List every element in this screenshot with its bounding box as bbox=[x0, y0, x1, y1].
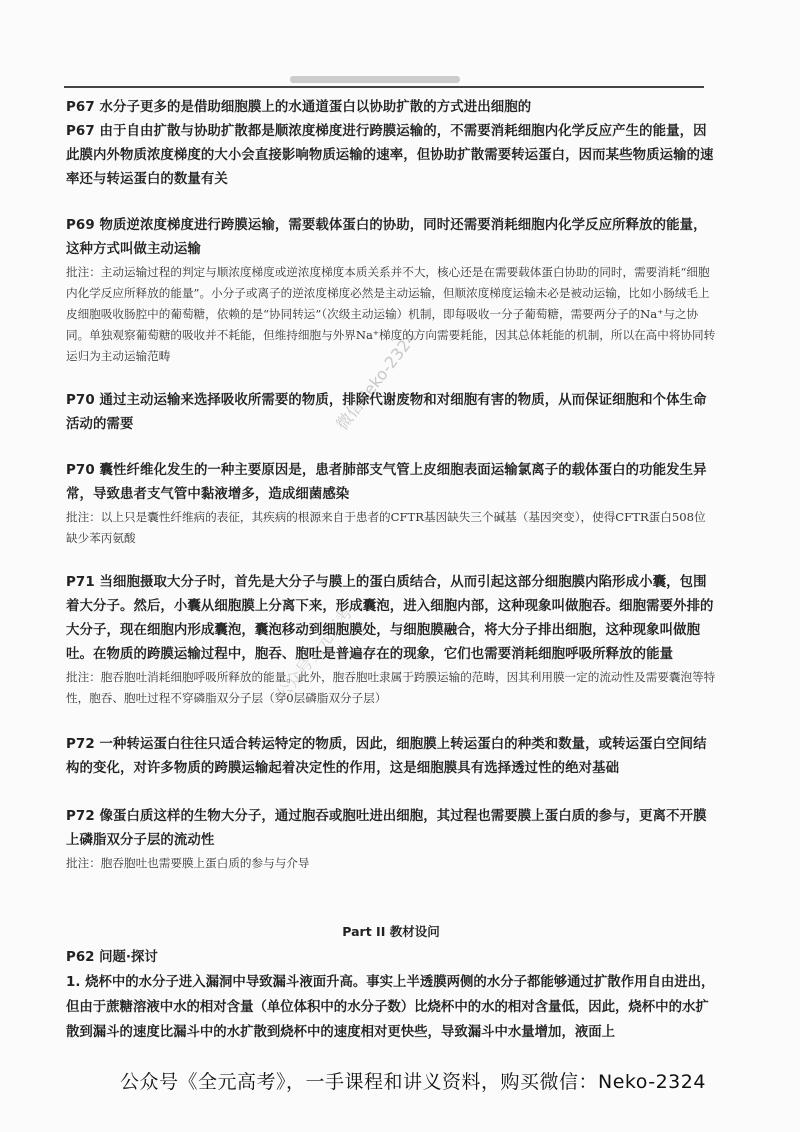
block-p69 bbox=[66, 214, 716, 367]
block-p71-note: 批注：胞吞胞吐消耗细胞呼吸所释放的能量。此外，胞吞胞吐隶属于跨膜运输的范畴，因其利用膜一定的流动性及需要囊泡等特性，胞吞、胞吐过程不穿磷脂双分子层（穿0层磷脂双分子层） bbox=[66, 670, 716, 705]
block-p67-b: P67 由于自由扩散与协助扩散都是顺浓度梯度进行跨膜运输的，不需要消耗细胞内化学反应产生的能量，因此膜内外物质浓度梯度的大小会直接影响物质运输的速率，但协助扩散需要转运蛋白，因而某些物质运输的速率还与转运蛋白的数量有关 bbox=[66, 124, 714, 187]
watermark-secondary: 公众号全元高考 bbox=[272, 603, 357, 704]
block-p70-b-text: P70 囊性纤维化发生的一种主要原因是，患者肺部支气管上皮细胞表面运输氯离子的载体蛋白的功能发生异常，导致患者支气管中黏液增多，造成细菌感染 bbox=[66, 463, 707, 502]
watermark: 微信Neko-2324 bbox=[332, 327, 421, 434]
block-p70-b-note: 批注：以上只是囊性纤维病的表征，其疾病的根源来自于患者的CFTR基因缺失三个碱基（基因突变），使得CFTR蛋白508位缺少苯丙氨酸 bbox=[66, 510, 706, 545]
header-rule bbox=[64, 86, 704, 88]
block-p71 bbox=[66, 571, 716, 709]
part-title: Part II 教材设问 bbox=[342, 924, 440, 939]
document-content bbox=[66, 96, 716, 1045]
block-p69-text: P69 物质逆浓度梯度进行跨膜运输，需要载体蛋白的协助，同时还需要消耗细胞内化学反应所释放的能量，这种方式叫做主动运输 bbox=[66, 218, 707, 257]
block-p67-a: P67 水分子更多的是借助细胞膜上的水通道蛋白以协助扩散的方式进出细胞的 bbox=[66, 100, 532, 115]
block-p70-a: P70 通过主动运输来选择吸收所需要的物质，排除代谢废物和对细胞有害的物质，从而保证细胞和个体生命活动的需要 bbox=[66, 393, 707, 432]
block-p72-b bbox=[66, 805, 716, 874]
block-p70-b bbox=[66, 459, 716, 549]
block-p69-note: 批注：主动运输过程的判定与顺浓度梯度或逆浓度梯度本质关系并不大，核心还是在需要载体蛋白协助的同时，需要消耗“细胞内化学反应所释放的能量”。小分子或离子的逆浓度梯度必然是主动运输，但顺浓度梯度运输未必是被动运输，比如小肠绒毛上皮细胞吸收肠腔中的葡萄糖，依赖的是“协同转运”（次级主动运输）机制，即每吸收一分子葡萄糖，需要两分子的Na⁺与之协同。单独观察葡萄糖的吸收并不耗能，但维持细胞与外界Na⁺梯度的方向需要耗能，因其总体耗能的机制，所以在高中将协同转运归为主动运输范畴 bbox=[66, 265, 716, 363]
block-p72-b-text: P72 像蛋白质这样的生物大分子，通过胞吞或胞吐进出细胞，其过程也需要膜上蛋白质的参与，更离不开膜上磷脂双分子层的流动性 bbox=[66, 809, 707, 848]
block-p71-text: P71 当细胞摄取大分子时，首先是大分子与膜上的蛋白质结合，从而引起这部分细胞膜内陷形成小囊，包围着大分子。然后，小囊从细胞膜上分离下来，形成囊泡，进入细胞内部，这种现象叫做胞吞。细胞需要外排的大分子，现在细胞内形成囊泡，囊泡移动到细胞膜处，与细胞膜融合，将大分子排出细胞，这种现象叫做胞吐。在物质的跨膜运输过程中，胞吞、胞吐是普遍存在的现象，它们也需要消耗细胞呼吸所释放的能量 bbox=[66, 575, 714, 662]
answer-paragraph: 1. 烧杯中的水分子进入漏洞中导致漏斗液面升高。事实上半透膜两侧的水分子都能够通过扩散作用自由进出，但由于蔗糖溶液中水的相对含量（单位体积中的水分子数）比烧杯中的水的相对含量低，因此，烧杯中的水扩散到漏斗的速度比漏斗中的水扩散到烧杯中的速度相对更快些，导致漏斗中水量增加，液面上 bbox=[66, 975, 715, 1040]
block-p72-b-note: 批注：胞吞胞吐也需要膜上蛋白质的参与与介导 bbox=[66, 856, 310, 870]
section-heading: P62 问题·探讨 bbox=[66, 950, 158, 965]
header-smudge bbox=[290, 76, 460, 83]
footer-ad: 公众号《全元高考》，一手课程和讲义资料，购买微信：Neko-2324 bbox=[120, 1071, 706, 1093]
block-p72-a: P72 一种转运蛋白往往只适合转运特定的物质，因此，细胞膜上转运蛋白的种类和数量，或转运蛋白空间结构的变化，对许多物质的跨膜运输起着决定性的作用，这是细胞膜具有选择透过性的绝对基础 bbox=[66, 737, 707, 776]
